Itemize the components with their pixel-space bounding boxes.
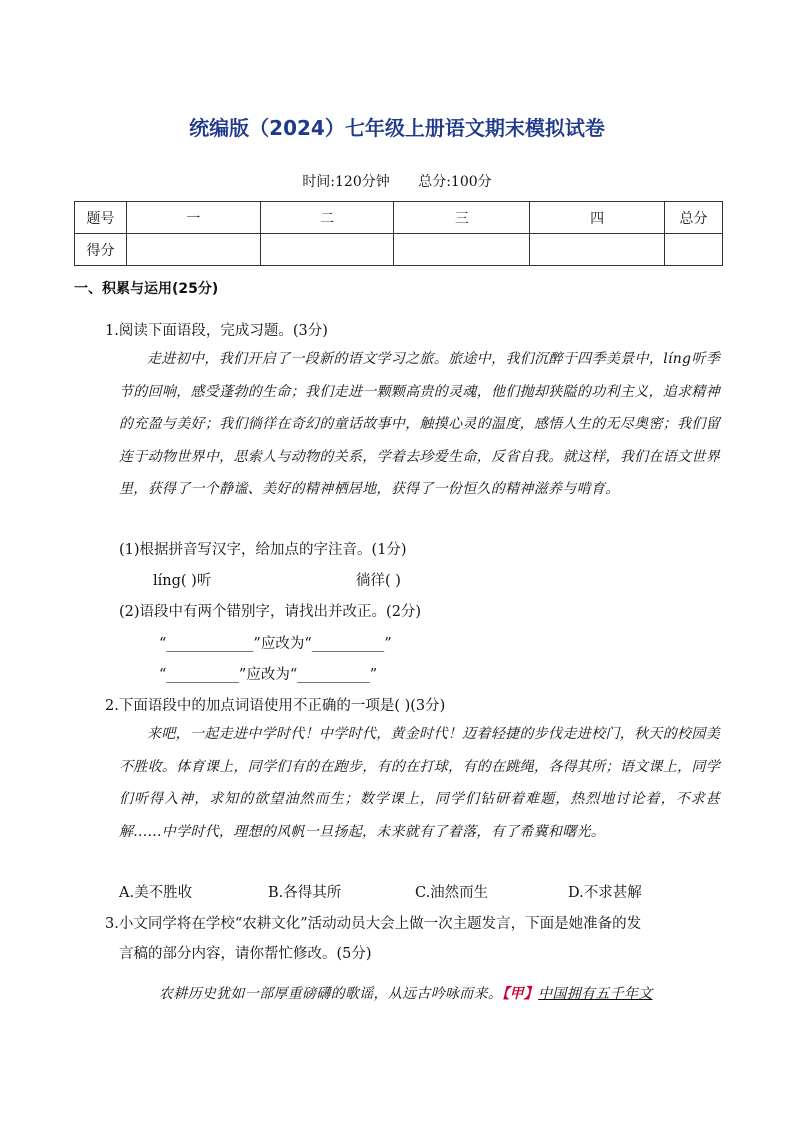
score-header-cell: 二 <box>260 202 394 234</box>
score-header-cell: 总分 <box>665 202 723 234</box>
q2-passage: 来吧，一起走进中学时代！中学时代，黄金时代！迈着轻捷的步伐走进校门，秋天的校园美不胜收。体育课上，同学们有的在跑步，有的在打球，有的在跳绳，各得其所；语文课上，同学们听得入神，求知的欲望油然而生；数学课上，同学们钻研着难题，热烈地讨论着，不求甚解......中学时代，理想的风帆一旦扬起，未来就有了着落，有了希冀和曙光。 <box>119 726 720 840</box>
score-table <box>74 201 723 266</box>
score-cell[interactable] <box>530 234 665 266</box>
q3-underlined-sentence: 中国拥有五千年文 <box>538 986 653 1002</box>
q3-passage <box>159 983 653 1003</box>
q3-bracket-jia: 【甲】 <box>502 986 539 1002</box>
q2-option-d[interactable]: D.不求甚解 <box>568 885 642 901</box>
section-heading: 一、积累与运用(25分) <box>74 281 219 297</box>
score-header-cell: 一 <box>126 202 260 234</box>
exam-meta <box>0 171 794 191</box>
q2-option-b[interactable]: B.各得其所 <box>268 885 342 901</box>
score-table-row <box>75 234 723 266</box>
q3-passage-start: 农耕历史犹如一部厚重磅礴的歌谣，从远古吟咏而来。 <box>159 986 503 1002</box>
q1-passage: 走进初中，我们开启了一段新的语文学习之旅。旅途中，我们沉醉于四季美景中，líng听季节的回响，感受蓬勃的生命；我们走进一颗颗高贵的灵魂，他们抛却狭隘的功利主义，追求精神的充盈与美好；我们徜徉在奇幻的童话故事中，触摸心灵的温度，感悟人生的无尽奥密；我们留连于动物世界中，思索人与动物的关系，学着去珍爱生命，反省自我。就这样，我们在语文世界里，获得了一个静谧、美好的精神栖居地，获得了一份恒久的精神滋养与啃育。 <box>119 351 720 497</box>
score-header-cell: 四 <box>530 202 665 234</box>
q3-stem-line2: 言稿的部分内容，请你帮忙修改。(5分) <box>119 946 372 962</box>
score-table-header-row <box>75 202 723 234</box>
score-header-cell: 题号 <box>75 202 127 234</box>
q2-stem: 2.下面语段中的加点词语使用不正确的一项是( )(3分) <box>105 698 446 714</box>
q1-sub1-blank-b[interactable]: 徜徉( ) <box>356 573 401 589</box>
q1-sub2: (2)语段中有两个错别字，请找出并改正。(2分) <box>119 604 422 620</box>
score-cell[interactable] <box>126 234 260 266</box>
score-cell[interactable] <box>665 234 723 266</box>
q1-sub1-blank-a[interactable]: líng( )听 <box>153 573 212 589</box>
q2-option-a[interactable]: A.美不胜收 <box>119 885 193 901</box>
score-header-cell: 三 <box>394 202 530 234</box>
score-cell[interactable] <box>260 234 394 266</box>
q2-option-c[interactable]: C.油然而生 <box>415 885 489 901</box>
q1-sub1: (1)根据拼音写汉字，给加点的字注音。(1分) <box>119 542 407 558</box>
exam-total: 总分:100分 <box>418 174 492 190</box>
q3-stem-line1: 3.小文同学将在学校“农耕文化”活动动员大会上做一次主题发言，下面是她准备的发 <box>105 916 642 932</box>
q1-stem: 1.阅读下面语段，完成习题。(3分) <box>105 323 328 339</box>
q1-sub2-blank-a[interactable]: “____________”应改为“__________” <box>159 636 392 652</box>
page-title: 统编版（2024）七年级上册语文期末模拟试卷 <box>189 116 605 140</box>
exam-time: 时间:120分钟 <box>302 174 390 190</box>
q1-sub2-blank-b[interactable]: “__________”应改为“__________” <box>159 667 378 683</box>
score-row-label: 得分 <box>75 234 127 266</box>
score-cell[interactable] <box>394 234 530 266</box>
